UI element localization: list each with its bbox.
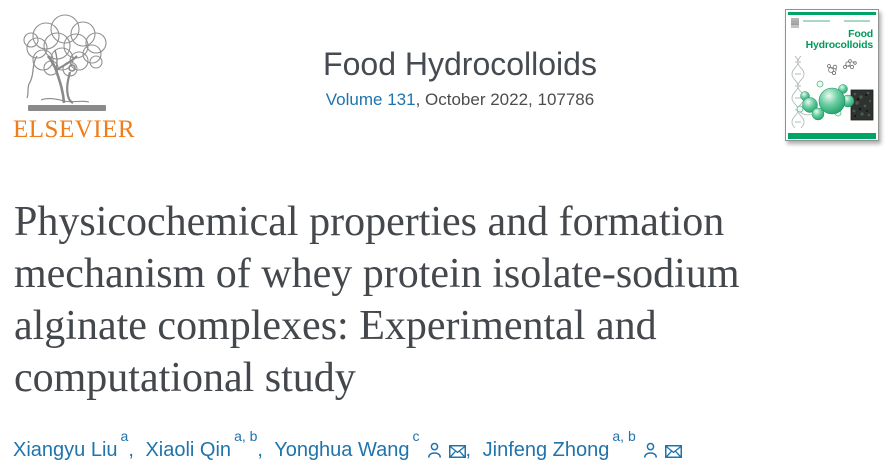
author-separator: ,: [128, 439, 134, 461]
cover-title-line2: Hydrocolloids: [805, 38, 873, 51]
article-title-line: alginate complexes: Experimental and: [14, 303, 657, 349]
cover-publisher-mini-logo: [791, 18, 799, 28]
author-link[interactable]: [274, 428, 420, 461]
volume-link[interactable]: Volume 131: [325, 90, 416, 109]
author-name[interactable]: Jinfeng Zhong: [482, 439, 610, 461]
author-affiliation-sup: a, b: [234, 428, 258, 445]
article-title-line: mechanism of whey protein isolate-sodium: [14, 251, 740, 297]
cover-bottom-bar: [788, 133, 876, 139]
author-link[interactable]: [482, 428, 636, 461]
author-link[interactable]: [145, 428, 258, 461]
cover-meta-text-line: [803, 20, 830, 22]
author-profile-icon[interactable]: [643, 439, 658, 465]
author-affiliation-sup: a: [120, 428, 129, 445]
article-title-line: computational study: [14, 355, 356, 401]
cover-art-illustration: [787, 54, 877, 136]
journal-banner: [30, 46, 890, 110]
author-name[interactable]: Yonghua Wang: [274, 439, 410, 461]
journal-cover-thumbnail[interactable]: [785, 9, 879, 141]
author-list: [13, 428, 682, 465]
author-name[interactable]: Xiangyu Liu: [13, 439, 118, 461]
journal-issue-line: [30, 90, 890, 110]
issue-info-text: , October 2022, 107786: [415, 90, 595, 109]
corresponding-author-email-icon[interactable]: [449, 439, 466, 465]
author-link[interactable]: [13, 428, 129, 461]
author-separator: ,: [257, 439, 263, 461]
article-title: [14, 196, 874, 404]
author-profile-icon[interactable]: [427, 439, 442, 465]
corresponding-author-email-icon[interactable]: [665, 439, 682, 465]
author-name[interactable]: Xiaoli Qin: [145, 439, 232, 461]
elsevier-wordmark: ELSEVIER: [13, 116, 136, 143]
author-affiliation-sup: a, b: [612, 428, 636, 445]
cover-title-line1: Food: [848, 28, 873, 40]
author-separator: ,: [465, 439, 472, 461]
article-title-line: Physicochemical properties and formation: [14, 199, 725, 245]
cover-meta-text-line: [844, 20, 870, 22]
journal-title-link[interactable]: Food Hydrocolloids: [323, 46, 597, 82]
author-affiliation-sup: c: [412, 428, 420, 445]
cover-top-bar: [788, 12, 876, 15]
cover-journal-title: [806, 29, 873, 50]
